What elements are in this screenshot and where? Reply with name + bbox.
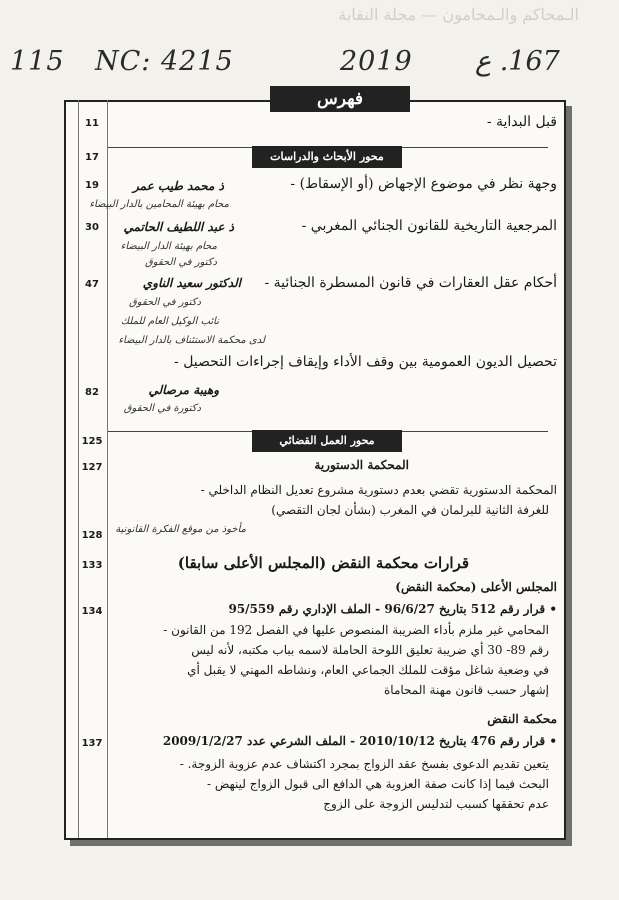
toc-entry-line: عدم تحققها كسبب لتدليس الزوجة على الزوج: [323, 797, 549, 811]
toc-entry-note: محام بهيئة الدار البيضاء: [120, 241, 217, 252]
handwritten-year: 2019: [340, 46, 413, 77]
toc-entry-qabl[interactable]: قبل البداية -: [486, 114, 557, 130]
page-number: 134: [81, 606, 103, 617]
handwritten-volume: 115: [10, 46, 65, 77]
toc-entry-note: دكتور في الحقوق: [129, 297, 201, 308]
toc-entry-note: لدى محكمة الاستئناف بالدار البيضاء: [118, 335, 265, 346]
page-number: 125: [81, 436, 103, 447]
handwritten-issue: 167. ع: [475, 46, 560, 77]
section-header-judicial: محور العمل القضائي: [252, 430, 402, 452]
decision-heading-text: قرار رقم 512 بتاريخ 96/6/27 - الملف الإداري رقم 95/559: [228, 602, 546, 616]
decision-heading[interactable]: • قرار رقم 476 بتاريخ 2010/10/12 - الملف الشرعي عدد 2009/1/2/27: [162, 734, 557, 748]
page-number: 17: [85, 152, 99, 163]
toc-entry-author: وهيبة مرصالي: [148, 383, 219, 397]
decision-heading[interactable]: • قرار رقم 512 بتاريخ 96/6/27 - الملف الإداري رقم 95/559: [228, 602, 557, 616]
toc-entry-title[interactable]: تحصيل الديون العمومية بين وقف الأداء وإيقاف إجراءات التحصيل -: [174, 354, 557, 370]
toc-entry-line: رقم 89- 30 أي ضريبة تعليق اللوحة الحاملة لاسمه بباب مكتبه، لأنه ليس: [191, 643, 549, 657]
page-number: 19: [85, 180, 99, 191]
page-number: 11: [85, 118, 99, 129]
page-number: 133: [81, 560, 103, 571]
toc-entry-title[interactable]: وجهة نظر في موضوع الإجهاض (أو الإسقاط) -: [290, 176, 557, 192]
toc-entry-title[interactable]: المرجعية التاريخية للقانون الجنائي المغربي -: [301, 218, 557, 234]
toc-entry-note: دكتورة في الحقوق: [123, 403, 201, 414]
toc-entry-line: في وضعية شاغل مؤقت للملك الجماعي العام، ونشاطه المهني لا يقبل أي: [187, 663, 549, 677]
toc-entry-author: الدكتور سعيد الناوي: [142, 276, 241, 290]
toc-entry-line: يتعين تقديم الدعوى بفسخ عقد الزواج بمجرد اكتشاف عدم عزوبة الزوجة. -: [179, 757, 549, 771]
page-number: 127: [81, 462, 103, 473]
page-number: 128: [81, 530, 103, 541]
toc-entry-author: ذ محمد طيب عمر: [133, 179, 224, 193]
page-number: 82: [85, 387, 99, 398]
toc-entry-line[interactable]: المحكمة الدستورية تقضي بعدم دستورية مشروع تعديل النظام الداخلي -: [200, 483, 557, 497]
page-number: 47: [85, 279, 99, 290]
court-decisions-title[interactable]: قرارات محكمة النقض (المجلس الأعلى سابقا): [177, 554, 469, 572]
section-header-research: محور الأبحاث والدراسات: [252, 146, 402, 168]
index-title: فهرس: [270, 86, 410, 112]
toc-entry-note: مأخوذ من موقع الفكرة القانونية: [115, 524, 246, 535]
bleed-through-text: الـمحاكم والـمحامون — مجلة النقابة: [338, 5, 579, 24]
toc-entry-note: نائب الوكيل العام للملك: [120, 316, 219, 327]
handwritten-code: NC: 4215: [95, 46, 234, 77]
court-heading: المجلس الأعلى (محكمة النقض): [395, 580, 557, 594]
court-heading: محكمة النقض: [487, 712, 557, 726]
toc-entry-line: المحامي غير ملزم بأداء الضريبة المنصوص عليها في الفصل 192 من القانون -: [163, 623, 549, 637]
toc-entry-line: للغرفة الثانية للبرلمان في المغرب (بشأن لجان التقصي): [271, 503, 549, 517]
toc-entry-author: ذ عبد اللطيف الحاتمي: [123, 220, 234, 234]
toc-entry-line: البحث فيما إذا كانت صفة العزوبة هي الدافع الى قبول الزواج لينهض -: [206, 777, 549, 791]
toc-entry-title[interactable]: أحكام عقل العقارات في قانون المسطرة الجنائية -: [264, 275, 557, 291]
toc-entry-note: محام بهيئة المحامين بالدار البيضاء: [89, 199, 229, 210]
page-number: 137: [81, 738, 103, 749]
toc-entry-note: دكتور في الحقوق: [145, 257, 217, 268]
page-number: 30: [85, 222, 99, 233]
court-heading: المحكمة الدستورية: [314, 458, 409, 472]
toc-entry-line: إشهار حسب قانون مهنة المحاماة: [384, 683, 549, 697]
decision-heading-text: قرار رقم 476 بتاريخ 2010/10/12 - الملف الشرعي عدد 2009/1/2/27: [162, 734, 546, 748]
